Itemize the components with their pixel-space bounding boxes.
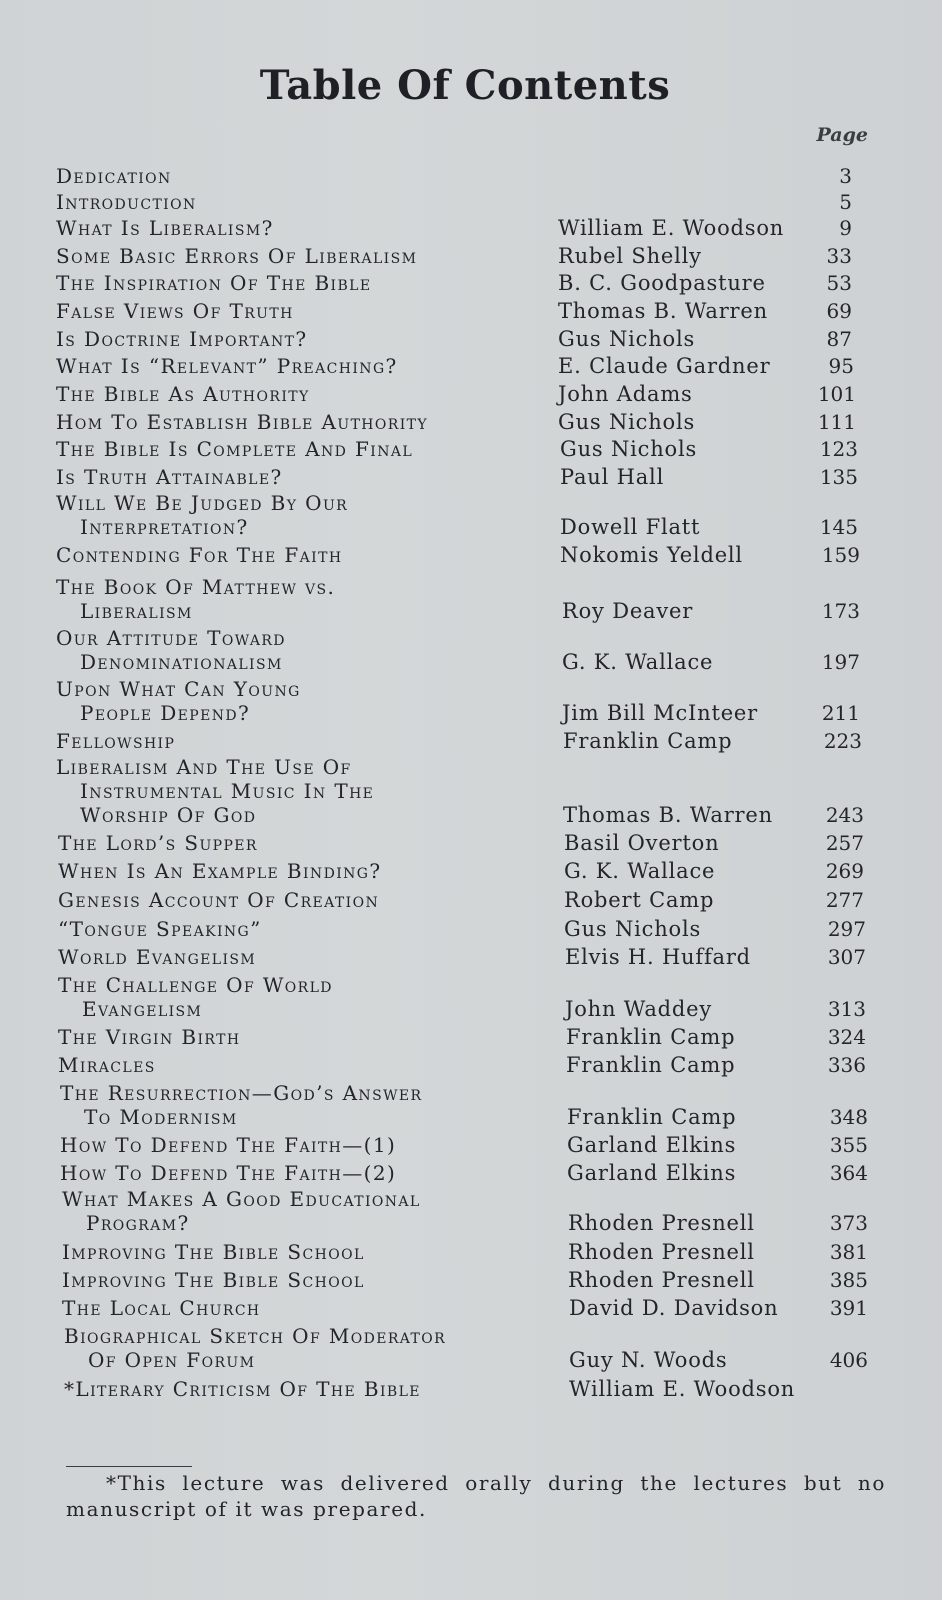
entry-page-number: 348 bbox=[829, 1105, 868, 1129]
entry-title: The Lord’s Supper bbox=[58, 831, 258, 855]
entry-author: John Adams bbox=[558, 382, 693, 406]
entry-title: The Resurrection—God’s Answer bbox=[60, 1081, 423, 1105]
entry-page-number: 257 bbox=[825, 831, 864, 855]
page-title: Table Of Contents bbox=[259, 62, 671, 109]
entry-author: Gus Nichols bbox=[564, 917, 702, 941]
entry-page-number: 355 bbox=[829, 1133, 868, 1157]
entry-author: Robert Camp bbox=[564, 888, 715, 912]
entry-author: Franklin Camp bbox=[567, 1105, 737, 1129]
page-column-label: Page bbox=[816, 124, 868, 146]
entry-page-number: 223 bbox=[823, 729, 862, 753]
entry-author: G. K. Wallace bbox=[562, 650, 714, 674]
entry-page-number: 406 bbox=[829, 1348, 868, 1372]
entry-title: How To Defend The Faith—(1) bbox=[60, 1133, 397, 1157]
entry-page-number: 373 bbox=[829, 1211, 868, 1235]
entry-author: Jim Bill McInteer bbox=[562, 701, 758, 725]
entry-title: Dedication bbox=[56, 164, 172, 188]
entry-author: Thomas B. Warren bbox=[563, 803, 773, 827]
entry-author: Gus Nichols bbox=[558, 327, 696, 351]
entry-title: Some Basic Errors Of Liberalism bbox=[56, 244, 418, 268]
entry-title: *Literary Criticism Of The Bible bbox=[64, 1377, 421, 1401]
entry-title: Fellowship bbox=[56, 729, 176, 753]
entry-title: Interpretation? bbox=[80, 515, 249, 539]
entry-page-number: 269 bbox=[825, 859, 864, 883]
entry-title: “Tongue Speaking” bbox=[58, 917, 262, 941]
entry-page-number: 159 bbox=[821, 543, 860, 567]
entry-page-number: 307 bbox=[827, 945, 866, 969]
entry-title: Worship Of God bbox=[80, 803, 257, 827]
entry-page-number: 111 bbox=[817, 410, 856, 434]
entry-page-number: 9 bbox=[839, 216, 852, 240]
entry-author: Garland Elkins bbox=[567, 1133, 737, 1157]
entry-title: What Is “Relevant” Preaching? bbox=[56, 354, 398, 378]
entry-title: How To Defend The Faith—(2) bbox=[60, 1161, 397, 1185]
footnote-rule bbox=[66, 1466, 192, 1467]
entry-page-number: 297 bbox=[827, 917, 866, 941]
entry-author: Rhoden Presnell bbox=[568, 1240, 755, 1264]
entry-author: Guy N. Woods bbox=[569, 1348, 728, 1372]
entry-title: Upon What Can Young bbox=[56, 677, 301, 701]
entry-title: The Inspiration Of The Bible bbox=[56, 271, 372, 295]
entry-title: Is Truth Attainable? bbox=[56, 465, 283, 489]
entry-author: Franklin Camp bbox=[563, 729, 733, 753]
entry-title: The Book Of Matthew vs. bbox=[56, 575, 336, 599]
entry-author: Rhoden Presnell bbox=[568, 1211, 755, 1235]
entry-title: Of Open Forum bbox=[88, 1348, 256, 1372]
entry-title: Our Attitude Toward bbox=[56, 626, 286, 650]
entry-author: B. C. Goodpasture bbox=[558, 271, 766, 295]
entry-author: Gus Nichols bbox=[560, 437, 698, 461]
entry-title: Evangelism bbox=[82, 997, 203, 1021]
entry-title: What Makes A Good Educational bbox=[62, 1187, 421, 1211]
entry-title: What Is Liberalism? bbox=[56, 216, 274, 240]
entry-author: William E. Woodson bbox=[558, 216, 785, 240]
entry-page-number: 53 bbox=[826, 271, 852, 295]
entry-page-number: 364 bbox=[829, 1161, 868, 1185]
entry-author: Rubel Shelly bbox=[558, 244, 702, 268]
entry-author: Paul Hall bbox=[560, 465, 665, 489]
entry-author: John Waddey bbox=[565, 997, 713, 1021]
entry-title: False Views Of Truth bbox=[56, 299, 294, 323]
entry-title: To Modernism bbox=[84, 1105, 238, 1129]
entry-title: Contending For The Faith bbox=[56, 543, 343, 567]
entry-title: Biographical Sketch Of Moderator bbox=[64, 1324, 447, 1348]
entry-page-number: 101 bbox=[817, 382, 856, 406]
entry-author: Franklin Camp bbox=[566, 1025, 736, 1049]
entry-page-number: 145 bbox=[819, 515, 858, 539]
entry-title: Introduction bbox=[56, 190, 197, 214]
entry-page-number: 33 bbox=[826, 244, 852, 268]
entry-page-number: 123 bbox=[819, 437, 858, 461]
footnote: *This lecture was delivered orally during the lectures but no manuscript of it was prepared. bbox=[66, 1471, 886, 1521]
entry-author: G. K. Wallace bbox=[564, 859, 716, 883]
entry-title: The Local Church bbox=[62, 1296, 261, 1320]
entry-page-number: 324 bbox=[827, 1025, 866, 1049]
entry-page-number: 95 bbox=[828, 354, 854, 378]
entry-title: Genesis Account Of Creation bbox=[58, 888, 380, 912]
entry-title: Liberalism bbox=[80, 599, 193, 623]
entry-author: Nokomis Yeldell bbox=[560, 543, 743, 567]
entry-author: Gus Nichols bbox=[558, 410, 696, 434]
entry-author: E. Claude Gardner bbox=[558, 354, 771, 378]
entry-author: Basil Overton bbox=[564, 831, 720, 855]
entry-title: Denominationalism bbox=[80, 650, 283, 674]
entry-page-number: 243 bbox=[825, 803, 864, 827]
entry-title: The Virgin Birth bbox=[58, 1025, 241, 1049]
entry-author: Thomas B. Warren bbox=[558, 299, 768, 323]
entry-title: The Challenge Of World bbox=[58, 973, 333, 997]
entry-author: David D. Davidson bbox=[569, 1296, 779, 1320]
entry-page-number: 135 bbox=[819, 465, 858, 489]
entry-author: Dowell Flatt bbox=[560, 515, 701, 539]
entry-title: Hom To Establish Bible Authority bbox=[56, 410, 429, 434]
entry-title: Will We Be Judged By Our bbox=[56, 491, 349, 515]
entry-title: Improving The Bible School bbox=[62, 1268, 365, 1292]
entry-title: Instrumental Music In The bbox=[80, 779, 375, 803]
entry-page-number: 391 bbox=[829, 1296, 868, 1320]
entry-page-number: 173 bbox=[821, 599, 860, 623]
entry-page-number: 197 bbox=[821, 650, 860, 674]
entry-title: The Bible Is Complete And Final bbox=[56, 437, 414, 461]
entry-title: Improving The Bible School bbox=[62, 1240, 365, 1264]
entry-title: Is Doctrine Important? bbox=[56, 327, 308, 351]
entry-page-number: 336 bbox=[827, 1053, 866, 1077]
entry-page-number: 313 bbox=[827, 997, 866, 1021]
entry-page-number: 211 bbox=[821, 701, 860, 725]
entry-title: Liberalism And The Use Of bbox=[56, 755, 352, 779]
entry-page-number: 3 bbox=[839, 164, 852, 188]
entry-title: World Evangelism bbox=[58, 945, 257, 969]
entry-title: People Depend? bbox=[80, 701, 251, 725]
entry-page-number: 5 bbox=[839, 190, 852, 214]
entry-title: The Bible As Authority bbox=[56, 382, 310, 406]
entry-page-number: 381 bbox=[829, 1240, 868, 1264]
entry-author: William E. Woodson bbox=[569, 1377, 796, 1401]
entry-page-number: 87 bbox=[826, 327, 852, 351]
entry-title: Miracles bbox=[58, 1053, 156, 1077]
entry-author: Roy Deaver bbox=[562, 599, 694, 623]
entry-page-number: 69 bbox=[826, 299, 852, 323]
entry-author: Elvis H. Huffard bbox=[565, 945, 751, 969]
entry-title: When Is An Example Binding? bbox=[58, 859, 382, 883]
entry-author: Franklin Camp bbox=[566, 1053, 736, 1077]
entry-title: Program? bbox=[86, 1211, 190, 1235]
entry-author: Rhoden Presnell bbox=[568, 1268, 755, 1292]
entry-page-number: 277 bbox=[825, 888, 864, 912]
entry-author: Garland Elkins bbox=[567, 1161, 737, 1185]
entry-page-number: 385 bbox=[829, 1268, 868, 1292]
